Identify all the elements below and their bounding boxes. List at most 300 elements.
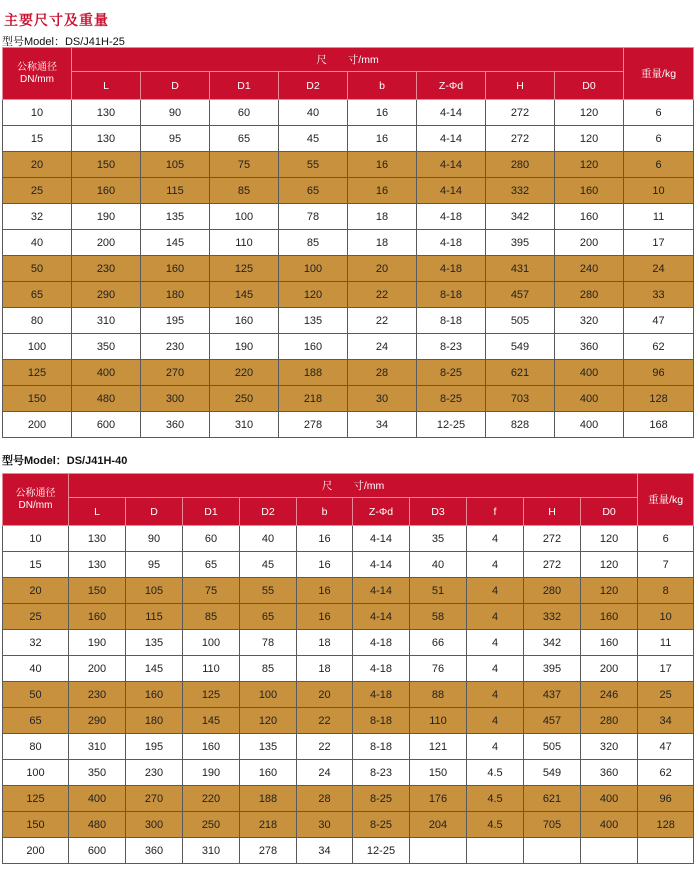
table-row <box>3 812 694 838</box>
table-row <box>3 578 694 604</box>
column-header: D0 <box>581 498 638 526</box>
table-cell: 200 <box>3 412 72 438</box>
table-cell: 45 <box>240 552 297 578</box>
table-cell: 58 <box>410 604 467 630</box>
table-cell: 12-25 <box>417 412 486 438</box>
table-cell: 480 <box>69 812 126 838</box>
table-row <box>3 386 694 412</box>
table-cell: 160 <box>141 256 210 282</box>
table-row <box>3 838 694 864</box>
table-cell: 22 <box>348 308 417 334</box>
table-cell: 65 <box>279 178 348 204</box>
table-cell: 160 <box>183 734 240 760</box>
table-row <box>3 526 694 552</box>
table-row <box>3 760 694 786</box>
table-cell: 400 <box>581 786 638 812</box>
table-cell: 8-18 <box>417 282 486 308</box>
table-cell: 218 <box>279 386 348 412</box>
table-cell: 160 <box>581 604 638 630</box>
table-cell: 66 <box>410 630 467 656</box>
table-row <box>3 282 694 308</box>
table-cell: 28 <box>297 786 353 812</box>
table-cell: 85 <box>210 178 279 204</box>
table-cell: 100 <box>240 682 297 708</box>
table-cell: 240 <box>555 256 624 282</box>
table-cell: 115 <box>126 604 183 630</box>
table-cell: 160 <box>210 308 279 334</box>
table-cell: 135 <box>141 204 210 230</box>
table-cell: 65 <box>210 126 279 152</box>
table-cell: 55 <box>279 152 348 178</box>
table-cell: 176 <box>410 786 467 812</box>
table-cell: 75 <box>210 152 279 178</box>
table-cell: 190 <box>69 630 126 656</box>
table-cell: 130 <box>72 100 141 126</box>
table-cell: 280 <box>555 282 624 308</box>
table-cell: 25 <box>638 682 694 708</box>
table-cell: 135 <box>240 734 297 760</box>
table-cell: 400 <box>581 812 638 838</box>
table-cell: 90 <box>126 526 183 552</box>
table-cell: 160 <box>279 334 348 360</box>
table-cell: 4.5 <box>467 786 524 812</box>
table-cell: 65 <box>183 552 240 578</box>
table-cell: 437 <box>524 682 581 708</box>
column-header: D1 <box>210 72 279 100</box>
dims-header: 尺 寸/mm <box>69 474 638 498</box>
table-cell: 15 <box>3 126 72 152</box>
table-cell: 121 <box>410 734 467 760</box>
column-header: Z-Φd <box>417 72 486 100</box>
table-cell: 400 <box>72 360 141 386</box>
table-cell: 300 <box>141 386 210 412</box>
table-cell: 30 <box>297 812 353 838</box>
table-cell: 6 <box>624 152 694 178</box>
table-cell: 280 <box>581 708 638 734</box>
table-cell: 220 <box>210 360 279 386</box>
table-cell: 100 <box>210 204 279 230</box>
table-row <box>3 360 694 386</box>
table-cell: 4 <box>467 630 524 656</box>
table-cell: 130 <box>69 526 126 552</box>
table-cell: 40 <box>3 230 72 256</box>
table-cell: 431 <box>486 256 555 282</box>
table-cell: 18 <box>297 630 353 656</box>
table-cell: 8-23 <box>353 760 410 786</box>
table-cell: 4 <box>467 682 524 708</box>
table-cell: 278 <box>279 412 348 438</box>
table-cell: 150 <box>72 152 141 178</box>
table-cell: 8 <box>638 578 694 604</box>
table-cell: 120 <box>581 526 638 552</box>
table-cell: 125 <box>3 360 72 386</box>
table-cell: 272 <box>524 526 581 552</box>
table-cell: 125 <box>3 786 69 812</box>
table-cell: 150 <box>69 578 126 604</box>
table-cell: 88 <box>410 682 467 708</box>
table-cell: 290 <box>69 708 126 734</box>
table-cell: 6 <box>624 126 694 152</box>
table-cell: 96 <box>624 360 694 386</box>
table-cell: 11 <box>638 630 694 656</box>
column-header: Z-Φd <box>353 498 410 526</box>
table-cell: 16 <box>297 604 353 630</box>
table-cell: 135 <box>126 630 183 656</box>
table-cell: 55 <box>240 578 297 604</box>
table-cell: 30 <box>348 386 417 412</box>
table-cell: 18 <box>348 204 417 230</box>
table-cell: 16 <box>348 178 417 204</box>
table-cell: 20 <box>3 152 72 178</box>
table-cell: 703 <box>486 386 555 412</box>
table-cell: 130 <box>69 552 126 578</box>
table-cell: 180 <box>126 708 183 734</box>
column-header: b <box>297 498 353 526</box>
table-cell: 505 <box>524 734 581 760</box>
table-cell: 34 <box>297 838 353 864</box>
table-cell: 190 <box>183 760 240 786</box>
table-cell: 85 <box>240 656 297 682</box>
table-cell: 100 <box>183 630 240 656</box>
table-cell: 8-23 <box>417 334 486 360</box>
table-cell: 160 <box>69 604 126 630</box>
table-cell: 4-14 <box>417 100 486 126</box>
table-cell <box>581 838 638 864</box>
table-cell: 90 <box>141 100 210 126</box>
table-cell: 120 <box>279 282 348 308</box>
table-cell: 250 <box>183 812 240 838</box>
table-cell: 145 <box>126 656 183 682</box>
table-cell: 16 <box>348 100 417 126</box>
table-cell: 15 <box>3 552 69 578</box>
table-cell: 24 <box>348 334 417 360</box>
table-cell: 16 <box>297 526 353 552</box>
table-cell: 270 <box>141 360 210 386</box>
column-header: L <box>72 72 141 100</box>
table-cell: 150 <box>3 812 69 838</box>
table-cell: 32 <box>3 204 72 230</box>
table-cell: 16 <box>348 126 417 152</box>
table-cell: 310 <box>69 734 126 760</box>
table-cell: 35 <box>410 526 467 552</box>
table-cell: 75 <box>183 578 240 604</box>
table-row <box>3 604 694 630</box>
table-cell: 230 <box>141 334 210 360</box>
table-cell: 145 <box>183 708 240 734</box>
dn-header: 公称通径DN/mm <box>3 48 72 100</box>
table-cell: 33 <box>624 282 694 308</box>
table-cell: 342 <box>486 204 555 230</box>
table-cell: 8-18 <box>353 734 410 760</box>
column-header: H <box>524 498 581 526</box>
column-header: D2 <box>279 72 348 100</box>
table-cell: 190 <box>210 334 279 360</box>
model-label-1: 型号Model：DS/J41H-25 <box>2 36 125 48</box>
table-cell: 160 <box>555 204 624 230</box>
page-title: 主要尺寸及重量 <box>4 12 109 28</box>
table-cell: 160 <box>126 682 183 708</box>
table-cell: 22 <box>348 282 417 308</box>
table-cell: 32 <box>3 630 69 656</box>
table-cell: 4-14 <box>417 152 486 178</box>
table-cell: 120 <box>581 578 638 604</box>
table-cell: 310 <box>183 838 240 864</box>
table-cell: 705 <box>524 812 581 838</box>
table-cell: 65 <box>3 708 69 734</box>
table-row <box>3 334 694 360</box>
table-cell: 10 <box>3 100 72 126</box>
column-header: D3 <box>410 498 467 526</box>
table-row <box>3 734 694 760</box>
table-cell: 195 <box>141 308 210 334</box>
table-cell: 128 <box>638 812 694 838</box>
table-cell: 350 <box>69 760 126 786</box>
column-header: H <box>486 72 555 100</box>
table-cell: 60 <box>210 100 279 126</box>
table-cell: 8-18 <box>417 308 486 334</box>
table-cell: 16 <box>348 152 417 178</box>
table-cell: 8-25 <box>353 786 410 812</box>
table-row <box>3 412 694 438</box>
table-cell: 50 <box>3 256 72 282</box>
table-cell: 549 <box>524 760 581 786</box>
table-cell: 400 <box>555 386 624 412</box>
table-cell: 4 <box>467 708 524 734</box>
table-cell: 600 <box>72 412 141 438</box>
table-cell: 200 <box>72 230 141 256</box>
table-cell: 120 <box>555 152 624 178</box>
table-cell: 621 <box>524 786 581 812</box>
table-cell: 100 <box>3 760 69 786</box>
table-cell: 350 <box>72 334 141 360</box>
table-cell: 230 <box>72 256 141 282</box>
table-cell: 290 <box>72 282 141 308</box>
table-cell: 4-18 <box>417 256 486 282</box>
table-cell <box>410 838 467 864</box>
table-cell <box>638 838 694 864</box>
table-cell: 34 <box>348 412 417 438</box>
column-header: f <box>467 498 524 526</box>
table-cell: 4 <box>467 526 524 552</box>
table-cell: 4 <box>467 604 524 630</box>
table-cell: 60 <box>183 526 240 552</box>
table-row <box>3 656 694 682</box>
table-row <box>3 100 694 126</box>
table-cell: 78 <box>240 630 297 656</box>
table-cell: 96 <box>638 786 694 812</box>
table-cell: 120 <box>555 100 624 126</box>
table-cell: 395 <box>524 656 581 682</box>
table-cell: 40 <box>279 100 348 126</box>
table-cell: 25 <box>3 178 72 204</box>
table-cell: 505 <box>486 308 555 334</box>
table-cell: 360 <box>141 412 210 438</box>
table-cell: 160 <box>240 760 297 786</box>
spec-table-40 <box>2 473 694 864</box>
table-cell: 120 <box>240 708 297 734</box>
table-row <box>3 152 694 178</box>
table-cell: 180 <box>141 282 210 308</box>
table-cell: 8-25 <box>353 812 410 838</box>
table-row <box>3 630 694 656</box>
table-cell: 80 <box>3 734 69 760</box>
table-cell: 34 <box>638 708 694 734</box>
table-cell: 200 <box>555 230 624 256</box>
table-cell: 110 <box>410 708 467 734</box>
table-cell: 22 <box>297 708 353 734</box>
table-cell: 76 <box>410 656 467 682</box>
table-cell: 230 <box>69 682 126 708</box>
table-cell: 160 <box>581 630 638 656</box>
table-cell: 16 <box>297 578 353 604</box>
table-cell: 40 <box>3 656 69 682</box>
table-cell: 50 <box>3 682 69 708</box>
table-row <box>3 230 694 256</box>
column-header: D <box>126 498 183 526</box>
table-cell: 250 <box>210 386 279 412</box>
table-cell: 25 <box>3 604 69 630</box>
column-header: D2 <box>240 498 297 526</box>
table-cell: 188 <box>279 360 348 386</box>
dn-header: 公称通径DN/mm <box>3 474 69 526</box>
table-cell: 18 <box>348 230 417 256</box>
table-cell: 16 <box>297 552 353 578</box>
table-cell: 4 <box>467 552 524 578</box>
table-cell: 4-18 <box>353 656 410 682</box>
table-cell: 12-25 <box>353 838 410 864</box>
table-cell: 457 <box>524 708 581 734</box>
table-cell: 4-18 <box>353 630 410 656</box>
table-cell: 80 <box>3 308 72 334</box>
table-cell: 45 <box>279 126 348 152</box>
table-cell: 270 <box>126 786 183 812</box>
table-cell: 4-14 <box>353 578 410 604</box>
table-row <box>3 708 694 734</box>
table-cell: 85 <box>183 604 240 630</box>
table-cell: 105 <box>141 152 210 178</box>
table-row <box>3 204 694 230</box>
table-cell: 280 <box>486 152 555 178</box>
table-cell <box>467 838 524 864</box>
table-cell: 360 <box>581 760 638 786</box>
table-cell: 78 <box>279 204 348 230</box>
table-cell: 480 <box>72 386 141 412</box>
table-cell: 130 <box>72 126 141 152</box>
table-cell: 24 <box>297 760 353 786</box>
table-row <box>3 552 694 578</box>
table-cell: 20 <box>348 256 417 282</box>
table-cell: 65 <box>240 604 297 630</box>
table-cell: 360 <box>126 838 183 864</box>
table-cell: 4-14 <box>417 126 486 152</box>
table-cell: 220 <box>183 786 240 812</box>
table-cell: 110 <box>210 230 279 256</box>
table-cell: 4 <box>467 578 524 604</box>
table-cell: 4-14 <box>353 526 410 552</box>
table-cell: 621 <box>486 360 555 386</box>
table-cell: 125 <box>183 682 240 708</box>
table-cell: 310 <box>210 412 279 438</box>
table-cell: 168 <box>624 412 694 438</box>
table-row <box>3 682 694 708</box>
table-cell: 188 <box>240 786 297 812</box>
table-cell: 95 <box>141 126 210 152</box>
table-cell: 47 <box>624 308 694 334</box>
table-cell: 20 <box>297 682 353 708</box>
table-cell: 150 <box>410 760 467 786</box>
table-cell: 4-14 <box>353 552 410 578</box>
table-cell: 145 <box>210 282 279 308</box>
table-cell: 8-25 <box>417 386 486 412</box>
table-cell: 105 <box>126 578 183 604</box>
table-cell: 278 <box>240 838 297 864</box>
weight-header: 重量/kg <box>638 474 694 526</box>
table-cell <box>524 838 581 864</box>
table-cell: 4-14 <box>353 604 410 630</box>
table-row <box>3 256 694 282</box>
table-cell: 332 <box>486 178 555 204</box>
table-cell: 190 <box>72 204 141 230</box>
table-cell: 218 <box>240 812 297 838</box>
table-cell: 17 <box>624 230 694 256</box>
table-cell: 280 <box>524 578 581 604</box>
table-cell: 4-14 <box>417 178 486 204</box>
table-cell: 10 <box>638 604 694 630</box>
weight-header: 重量/kg <box>624 48 694 100</box>
table-cell: 4 <box>467 734 524 760</box>
table-cell: 135 <box>279 308 348 334</box>
dims-header: 尺 寸/mm <box>72 48 624 72</box>
table-cell: 62 <box>638 760 694 786</box>
table-cell: 200 <box>69 656 126 682</box>
table-cell: 7 <box>638 552 694 578</box>
table-cell: 10 <box>624 178 694 204</box>
table-cell: 65 <box>3 282 72 308</box>
table-row <box>3 178 694 204</box>
table-cell: 4-18 <box>417 230 486 256</box>
table-cell: 200 <box>3 838 69 864</box>
table-cell: 320 <box>555 308 624 334</box>
table-row <box>3 308 694 334</box>
model-label-2: 型号Model：DS/J41H-40 <box>2 455 128 467</box>
table-cell: 18 <box>297 656 353 682</box>
table-cell: 400 <box>69 786 126 812</box>
table-cell: 272 <box>486 126 555 152</box>
table-cell: 62 <box>624 334 694 360</box>
spec-table-25 <box>2 47 694 438</box>
table-cell: 28 <box>348 360 417 386</box>
table-cell: 310 <box>72 308 141 334</box>
table-cell: 360 <box>555 334 624 360</box>
table-cell: 300 <box>126 812 183 838</box>
table-cell: 11 <box>624 204 694 230</box>
table-cell: 145 <box>141 230 210 256</box>
table-cell: 160 <box>72 178 141 204</box>
table-cell: 120 <box>581 552 638 578</box>
table-cell: 10 <box>3 526 69 552</box>
table-cell: 272 <box>524 552 581 578</box>
column-header: D0 <box>555 72 624 100</box>
table-cell: 8-25 <box>417 360 486 386</box>
table-cell: 230 <box>126 760 183 786</box>
table-cell: 120 <box>555 126 624 152</box>
table-cell: 110 <box>183 656 240 682</box>
table-cell: 4.5 <box>467 812 524 838</box>
table-row <box>3 786 694 812</box>
table-cell: 828 <box>486 412 555 438</box>
table-cell: 600 <box>69 838 126 864</box>
table-cell: 4 <box>467 656 524 682</box>
